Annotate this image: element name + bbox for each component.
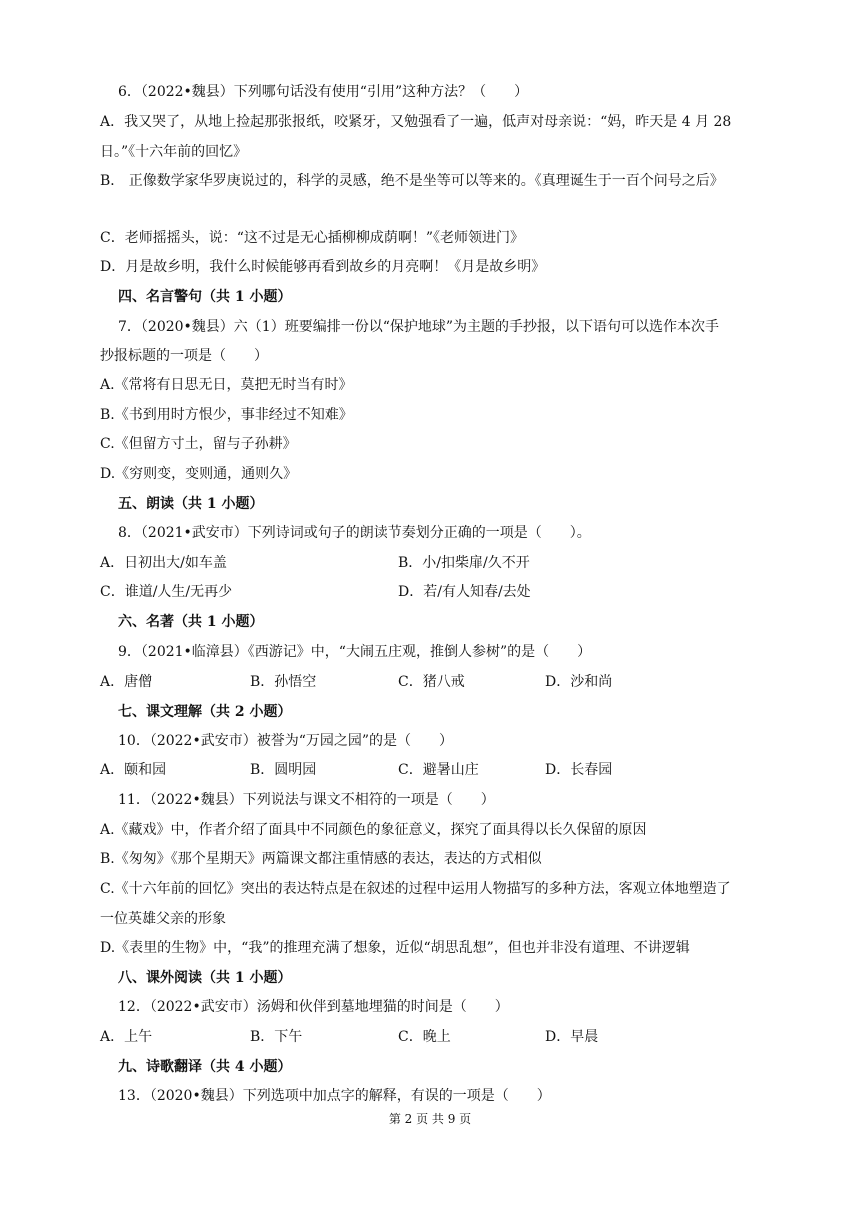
- section-heading: 六、名著（共 1 小题）: [118, 614, 264, 630]
- option-a: A．唐僧: [100, 674, 153, 690]
- option-b: B． 正像数学家华罗庚说过的，科学的灵感，绝不是坐等可以等来的。《真理诞生于一百个问号之后》: [100, 173, 724, 189]
- option-b: B．孙悟空: [250, 674, 317, 690]
- section-heading: 九、诗歌翻译（共 4 小题）: [118, 1059, 292, 1075]
- option-d: D．月是故乡明，我什么时候能够再看到故乡的月亮啊！《月是故乡明》: [100, 259, 546, 275]
- option-a-line2: 日。”《十六年前的回忆》: [100, 144, 248, 160]
- option-d: D．若/有人知春/去处: [398, 584, 531, 600]
- option-d: D．长春园: [545, 762, 613, 778]
- question-10-stem: 10．（2022•武安市）被誉为“万园之园”的是（ ）: [118, 733, 454, 749]
- page-footer: 第 2 页 共 9 页: [388, 1112, 472, 1126]
- option-d: D.《穷则变，变则通，通则久》: [100, 466, 298, 482]
- option-c: C．晚上: [398, 1029, 451, 1045]
- option-c: C．避暑山庄: [398, 762, 479, 778]
- question-9-stem: 9．（2021•临漳县）《西游记》中，“大闹五庄观，推倒人参树”的是（ ）: [118, 644, 592, 660]
- option-b: B.《匆匆》《那个星期天》两篇课文都注重情感的表达，表达的方式相似: [100, 851, 542, 867]
- option-b: B.《书到用时方恨少，事非经过不知难》: [100, 407, 353, 423]
- option-b: B．下午: [250, 1029, 303, 1045]
- option-b: B．圆明园: [250, 762, 317, 778]
- section-heading: 五、朗读（共 1 小题）: [118, 496, 264, 512]
- option-d: D.《表里的生物》中，“我”的推理充满了想象，近似“胡思乱想”，但也并非没有道理、不讲逻辑: [100, 940, 690, 956]
- question-6-stem: 6．（2022•魏县）下列哪句话没有使用“引用”这种方法？（ ）: [118, 84, 529, 100]
- option-a: A．日初出大/如车盖: [100, 555, 227, 571]
- option-d: D．早晨: [545, 1029, 599, 1045]
- question-8-stem: 8．（2021•武安市）下列诗词或句子的朗读节奏划分正确的一项是（ ）。: [118, 525, 591, 541]
- question-13-stem: 13．（2020•魏县）下列选项中加点字的解释，有误的一项是（ ）: [118, 1088, 551, 1104]
- option-b: B．小/扣柴扉/久不开: [398, 555, 530, 571]
- option-d: D．沙和尚: [545, 674, 613, 690]
- option-c: C．老师摇摇头，说：“这不过是无心插柳柳成荫啊！”《老师领进门》: [100, 230, 525, 246]
- option-c: C.《但留方寸土，留与子孙耕》: [100, 436, 297, 452]
- option-c-line2: 一位英雄父亲的形象: [100, 911, 226, 927]
- option-a: A．颐和园: [100, 762, 167, 778]
- section-heading: 八、课外阅读（共 1 小题）: [118, 970, 292, 986]
- option-a: A.《常将有日思无日，莫把无时当有时》: [100, 377, 353, 393]
- section-heading: 四、名言警句（共 1 小题）: [118, 289, 292, 305]
- question-7-stem-line1: 7．（2020•魏县）六（1）班要编排一份以“保护地球”为主题的手抄报，以下语句可以选作本次手: [118, 319, 720, 335]
- option-a: A.《藏戏》中，作者介绍了面具中不同颜色的象征意义，探究了面具得以长久保留的原因: [100, 822, 647, 838]
- question-12-stem: 12．（2022•武安市）汤姆和伙伴到墓地埋猫的时间是（ ）: [118, 999, 509, 1015]
- option-a-line1: A．我又哭了，从地上捡起那张报纸，咬紧牙，又勉强看了一遍，低声对母亲说：“妈，昨天是 4 月 28: [100, 114, 732, 130]
- option-c: C．谁道/人生/无再少: [100, 584, 233, 600]
- section-heading: 七、课文理解（共 2 小题）: [118, 704, 292, 720]
- question-7-stem-line2: 抄报标题的一项是（ ）: [100, 348, 268, 364]
- option-a: A．上午: [100, 1029, 153, 1045]
- option-c-line1: C.《十六年前的回忆》突出的表达特点是在叙述的过程中运用人物描写的多种方法，客观立体地塑造了: [100, 881, 731, 897]
- question-11-stem: 11．（2022•魏县）下列说法与课文不相符的一项是（ ）: [118, 792, 495, 808]
- option-c: C．猪八戒: [398, 674, 465, 690]
